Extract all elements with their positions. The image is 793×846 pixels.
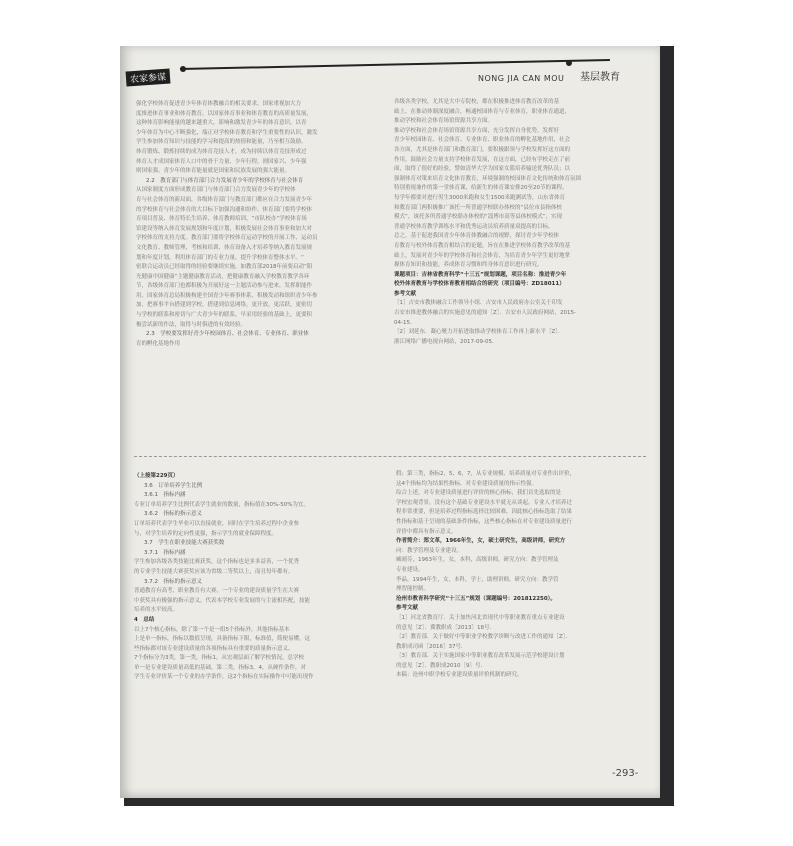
- magazine-page: [120, 46, 660, 798]
- text-line: 单一是专业建设质量高低的基础，第二类，指标3，4，从硬件条件，对: [134, 664, 307, 671]
- text-line: 青少年校园体育、社会体育、专业体育、职业体育的孵化基地作用，社会: [394, 137, 571, 144]
- text-line: （上接第229页）: [134, 473, 179, 479]
- text-line: 专业建设。: [396, 566, 424, 573]
- text-line: 推动学校和社会体育场馆资源共享方面，充分发挥自身优势，发挥好: [394, 127, 560, 134]
- text-line: 握体育知识和技能，养成体育习惯和终身体育意识进行研究。: [394, 262, 543, 269]
- text-line: 本稿：沧州中职学校专业建设质量评价机制的研究。: [396, 672, 523, 679]
- text-line: 订单培养代表学生毕业可以直接就业，同时在学生培养过程中企业参: [134, 520, 300, 527]
- text-line: 模式”，该托多所普通学校联办体校的“淄博市高等县体校模式”，实现: [394, 214, 563, 221]
- text-line: 度推进体育事业和体育教育。以国家体育事业和体育教育的高质量发展，: [136, 110, 313, 117]
- text-line: 李晶，1994年生，女，本科，学士，助理讲师，研究方向：教学管: [396, 576, 559, 583]
- text-line: 特别重视兼作的第一堂体育课，给新生的体育课安排20至20节的课程。: [394, 185, 568, 192]
- text-line: 中获奖具有极强的指示意义，代表本学校专业发展的与主流相匹配，技能: [134, 597, 311, 604]
- text-line: 评价中都具有指示意义。: [396, 528, 457, 535]
- text-line: 学生专业评价某一个专业的办学条件，这2个指标在实际操作中可能出现作: [134, 674, 314, 681]
- text-line: 的意见［Z］．教职成2010［9］号．: [396, 662, 487, 669]
- text-line: 7个指标分为3类，第一类，指标1，从宏观层面了解学校情况，总学校: [134, 655, 305, 662]
- text-line: 强化学校体育促进青少年体育体教融合的相关要求，国家重视加大力: [136, 101, 302, 107]
- text-line: 总之，基于促进我国青少年体育体教融合的视野，探讨青少年学校体: [394, 233, 560, 240]
- text-line: 2.3 学校要发挥好青少年校园体育、社会体育、专业体育、职业体: [146, 331, 309, 338]
- text-line: 臧晴芬，1963年生，女，本科，高级讲师，研究方向：教学管理及: [396, 557, 559, 564]
- text-line: 馆建设等纳入体育发展规划和年度计划，积极发展社会体育事业和加大对: [136, 225, 313, 232]
- text-line: 3.6 订单培养学生比例: [144, 482, 203, 489]
- text-line: 校外体育教育与学校体育教育相结合的研究（项目编号：ZD18011）: [394, 281, 565, 288]
- text-line: 强制体育对策来培育文化体育教育，环境强制的校园体育文化传统和体育氛围: [394, 175, 582, 182]
- text-line: ［3］教育部．关于实施国家中等职业教育改革发展示范学校建设计划: [396, 653, 565, 660]
- lower-left-column: [134, 472, 382, 683]
- upper-left-column: [136, 100, 380, 349]
- text-line: 与，对学生培养的定向性更强，指示学生的就业保障程度。: [134, 530, 278, 537]
- text-line: 育项目普及、体育特长生培养、体育教师培训、“市队校办”学校体育场: [136, 216, 307, 223]
- text-line: 沧州市教育科学研究“十三五”规划（课题编号：201812250）。: [396, 595, 556, 602]
- text-line: 普通教育有高考，职业教育有大赛，一个专业的建设质量学生在大赛: [134, 588, 300, 595]
- upper-right-column: [394, 98, 644, 347]
- text-line: ［2］教育部．关于做好中等职业学校教学诊断与改进工作的通知［Z］．: [396, 634, 572, 641]
- text-line: ［1］吉安市教体融合工作领导小组．吉安市人民政府办公室关于印发: [394, 300, 563, 307]
- text-line: 每学年都要对进行男生3000米跑和女生1500米跑测试等，山东省体育: [394, 194, 565, 201]
- text-line: 学校体育的支持力度。教育部门要将学校体育运动学校的开展工作、运动员: [136, 235, 318, 242]
- text-line: 和教育部门两积极推广该托一所普通学校联办体校的“县位市县指体校: [394, 204, 562, 211]
- text-line: 体育人才成国家体育人口中的骨干力量、少年行程，则国家兴、少年强: [136, 158, 307, 165]
- header-column-label: 农家参谋: [126, 68, 171, 86]
- text-line: 普通学校体育教学训练水平和优秀运动员培养质量双提高的目标。: [394, 223, 554, 230]
- text-line: 加，把赛事平台搭建到学校，搭建到信息网络，更开放，更活跃，更密切: [136, 302, 313, 309]
- text-line: 面，取得了很好的经验，譬如清华大学为国家女篮培养输送优秀队员；以: [394, 166, 571, 173]
- text-line: 育的孵化基地作用: [136, 340, 181, 347]
- header-rule-dot: [180, 66, 186, 72]
- text-line: 学生参加体育知识与技能的学习和提高的热情和能量，乃至相互鼓励、: [136, 139, 307, 146]
- lower-right-column: [396, 470, 646, 681]
- text-line: 4 总结: [134, 616, 155, 623]
- text-line: 专业订单培养学生比例代表学生就业的数量，指标值在30%-50%为宜。: [134, 501, 309, 508]
- text-line: 3.7 学生在职业技能大赛获奖数: [144, 540, 225, 547]
- text-line: 用。国家体育总局积极构建全国青少年赛事体系，积极发动和组织青少年参: [136, 292, 318, 299]
- text-line: 吉安市推进教体融合的实施意见的通知［Z］．吉安市人民政府网站，2015-: [394, 310, 577, 317]
- header-rule: [180, 59, 610, 70]
- text-line: 文化教育、教师管理、考核和培训、体育设备入才培养等纳入教育发展规: [136, 244, 313, 251]
- text-line: 节，各级体育部门也都积极为开展好这一主题活动参与进来，发挥职能作: [136, 283, 313, 290]
- text-line: 的学校体育与社会体育的大目标下加强沟通和协作。体育部门要将学校体: [136, 206, 313, 213]
- text-line: 推动学校和社会体育场馆资源共享方面。: [394, 118, 494, 125]
- text-line: 育与社会体育的新局面，各级体育部门与教育部门都应在合力发展青少年: [136, 196, 313, 203]
- header-section-title: 基层教育: [580, 72, 620, 83]
- page-number: -293-: [612, 768, 639, 779]
- text-line: 教职成司函［2016］37号．: [396, 643, 467, 650]
- text-line: 的意见［Z］．冀教职成［2013］18号．: [396, 624, 496, 631]
- text-line: 假；第三类，指标2，5，6，7，从专业规模、培养质量对专业作出评价，: [396, 471, 575, 477]
- text-line: 参考文献: [396, 605, 419, 612]
- text-line: 以上7个核心指标，除了第一个是一组5个指标外，其他指标基本: [134, 626, 290, 633]
- text-line: 础上，发展对青少年的学校体育和社会体育，为培育青少年学生更好地掌: [394, 252, 571, 259]
- text-line: 这种体育影响能量的越来越重大，影响和激发青少年的体育意识，以青: [136, 120, 307, 127]
- text-line: 划和年度计划，利用体育部门的专业力量，提升学校体育整体水平。“: [136, 254, 304, 261]
- text-line: 与学校的联系和密切与广大青少年的联系，早采用经验的基础上，更要积: [136, 312, 313, 319]
- text-line: 础上，在推动体制深度融合，畅通校园体育与专业体育，职业体育通道，: [394, 108, 571, 115]
- text-line: 从国家制度方面形成教育部门与体育部门合力发展青少年的学校体: [136, 187, 296, 194]
- header-rule-dot: [566, 60, 572, 66]
- text-line: 理智能控制。: [396, 586, 430, 593]
- header-english-title: NONG JIA CAN MOU: [478, 74, 565, 83]
- text-line: 浙江网络广播电视台网站，2017-09-05.: [394, 338, 494, 345]
- text-line: 各级各类学校，尤其是大中专院校，都在积极推进体育教育改革的基: [394, 99, 560, 105]
- text-line: 上是单一指标，指标以数值呈现，具备指标下限，标准值，简便易懂，这: [134, 636, 311, 643]
- text-line: 2.2 教育部门与体育部门合力发展青少年的学校体育与社会体育: [146, 177, 304, 184]
- text-line: 3.6.2 指标的指示意义: [144, 511, 202, 518]
- text-line: 体育锻炼、锻炼持续的成为体育竞技人才，成为持续以体育竞技形成过: [136, 148, 307, 155]
- text-line: 学生参加各级各类技能比赛获奖，这个指标也是多多益善，一个优秀: [134, 559, 300, 566]
- text-line: 综合上述，对专业建设质量进行评价的核心指标，我们首先选取的是: [396, 490, 562, 497]
- text-line: 的专业学生技能大赛获奖应该为省级二等奖以上，而且每年都有。: [134, 568, 294, 575]
- text-line: 向：教学管理及专业建设。: [396, 547, 463, 554]
- text-line: 3.7.1 指标内涵: [144, 549, 186, 556]
- text-line: ［2］刘延东．凝心聚力开拓进取推动学校体育工作再上新水平［Z］．: [394, 329, 564, 336]
- text-line: 光健康中国健康”主题健康教育活动，把健康教育融入学校教育教学各环: [136, 273, 310, 280]
- text-line: 性指标和基于呈现的基础条件指标，这些核心指标在对专业建设质量进行: [396, 518, 573, 525]
- text-line: 3.6.1 指标内涵: [144, 492, 186, 499]
- text-line: 各方面，尤其是体育部门和教育部门，要积极跟领与学校发挥好这方面的: [394, 146, 571, 153]
- text-line: 程非常重要，但是培养过程指标选择比较困难，因此核心指标选取了结果: [396, 509, 573, 516]
- text-line: 作用，鼓励社会力量支持学校体育发展，在这方面，已经有学校走在了前: [394, 156, 571, 163]
- text-line: 极尝试新的作法，取得与时俱进的有效经验。: [136, 321, 247, 328]
- text-line: 作者简介：郑文革，1966年生，女，硕士研究生，高级讲师，研究方: [396, 538, 566, 545]
- text-line: 育教育与校外体育教育相结合的论题，旨在在推进学校体育教学改革的基: [394, 242, 571, 249]
- text-line: ［1］河北省教育厅．关于加快河北省现代中等职业教育重点专业建设: [396, 614, 565, 621]
- text-line: 少年体育为中心不断强化，端正对学校体育教育和学生重要性的认识，激发: [136, 129, 318, 136]
- section-divider: [134, 456, 646, 457]
- text-line: 密联合运动员已经取得的经验要继续实施，如教育部2018年前要启动“阳: [136, 264, 313, 271]
- text-line: 04-15.: [394, 319, 412, 326]
- text-line: 学校宏观背景，没有这个基础专业建设水平就无从谈起。专业人才培养过: [396, 499, 573, 506]
- text-line: 3.7.2 指标的指示意义: [144, 578, 202, 585]
- text-line: 这4个指标均为结果性指标，对专业建设质量的指示性强。: [396, 480, 538, 487]
- text-line: 则国家强。青少年的体育能量就是国家和民族发展的强大能量。: [136, 168, 291, 175]
- text-line: 参考文献: [394, 290, 417, 297]
- text-line: 课题项目：吉林省教育科学“十三五”规划课题，项目名称：推进青少年: [394, 271, 567, 278]
- text-line: 培养的水平较高。: [134, 607, 179, 614]
- text-line: 些指标都对该专业建设质量的各项指标具有重要的质量指示意义。: [134, 645, 294, 652]
